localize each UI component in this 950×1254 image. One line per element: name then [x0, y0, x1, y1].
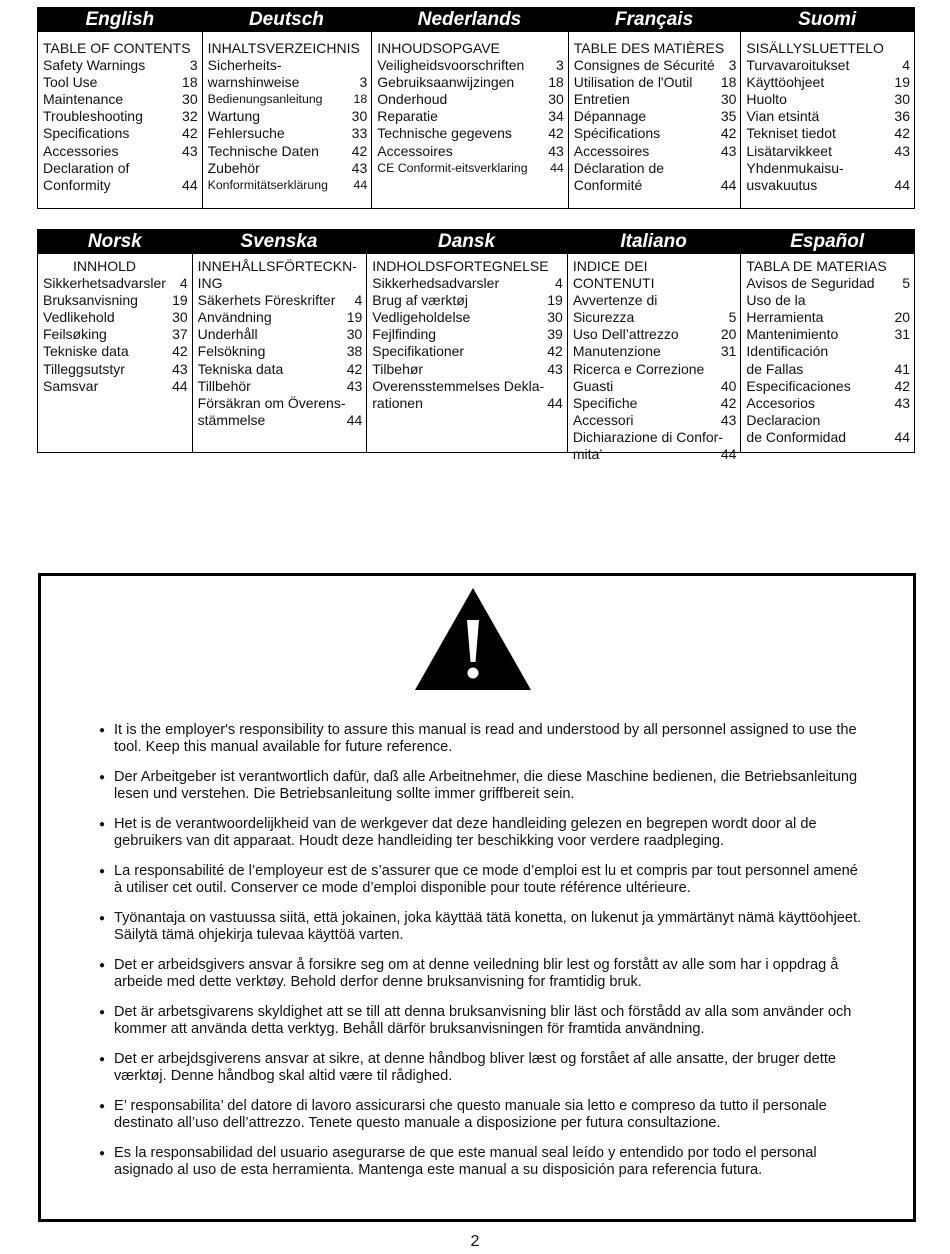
- toc-entry: [43, 91, 198, 108]
- toc-entry-page: 18: [548, 74, 564, 91]
- toc-entry-title: Sikkerhedsadvarsler: [372, 275, 500, 292]
- toc-entry-title: Especificaciones: [746, 377, 851, 394]
- toc-entry-title: INDICE DEI CONTENUTI: [572, 258, 655, 292]
- toc-entry: [208, 57, 368, 74]
- toc-entry-title: Felsökning: [197, 343, 266, 360]
- toc-entry-title: Avvertenze di: [572, 292, 658, 309]
- toc-entry: [43, 160, 198, 177]
- toc-entry: [43, 57, 198, 74]
- toc-column: [568, 32, 741, 208]
- toc-entry-title: Samsvar: [43, 377, 99, 394]
- toc-entry-title: Specifications: [43, 125, 130, 142]
- toc-entry: [573, 292, 737, 309]
- toc-entry-title: Tekniset tiedot: [746, 125, 836, 142]
- toc-column: [740, 32, 914, 208]
- toc-columns: [38, 32, 914, 208]
- toc-entry-page: 19: [172, 292, 188, 309]
- toc-entry-title: Brug af værktøj: [372, 292, 468, 309]
- toc-entry: [377, 143, 564, 160]
- toc-entry-title: SISÄLLYSLUETTELO: [746, 40, 884, 56]
- toc-table-top: [37, 7, 915, 209]
- toc-entry: [43, 143, 198, 160]
- toc-entry-title: Utilisation de l'Outil: [573, 74, 693, 91]
- toc-column: [740, 254, 914, 452]
- warning-bullet: ● Het is de verantwoordelijkheid van de werkgever dat deze handleiding gelezen en begrepen wordt door al de gebruikers van dit apparaat. Houdt deze handleiding ter beschikking voor verdere raadpleging.: [99, 816, 869, 849]
- toc-entry-title: Specifiche: [572, 394, 638, 411]
- toc-entry: [43, 108, 198, 125]
- toc-entry-page: 43: [172, 360, 188, 377]
- toc-entry-page: 39: [547, 326, 563, 343]
- toc-entry: [372, 326, 563, 343]
- warning-bullet: ● Der Arbeitgeber ist verantwortlich dafür, daß alle Arbeitnehmer, die diese Maschine bedienen, die Betriebsanleitung lesen und verstehen. Die Betriebsanleitung sollte immer griffbereit sein.: [99, 769, 869, 802]
- toc-entry-title: Declaration of: [43, 159, 130, 176]
- toc-entry-title: mita’: [572, 446, 603, 463]
- toc-entry-page: 35: [720, 108, 737, 125]
- toc-entry: [574, 160, 737, 177]
- toc-entry: [43, 74, 198, 91]
- toc-entry-page: 44: [182, 176, 198, 193]
- toc-entry: [208, 91, 368, 108]
- language-header-row: [38, 230, 914, 254]
- toc-entry-page: 20: [720, 326, 737, 343]
- toc-entry-page: 43: [894, 394, 911, 411]
- toc-entry: [377, 57, 564, 74]
- toc-entry: [746, 343, 910, 360]
- toc-entry: [208, 40, 368, 57]
- toc-column: [192, 254, 367, 452]
- toc-entry-title: Accessories: [43, 142, 119, 159]
- toc-entry: [574, 91, 737, 108]
- toc-entry-page: 42: [351, 142, 368, 159]
- toc-entry-page: 5: [902, 275, 911, 292]
- toc-entry-page: 42: [548, 125, 564, 142]
- toc-entry: [43, 275, 188, 292]
- warning-bullet: ● E’ responsabilita’ del datore di lavoro assicurarsi che questo manuale sia letto e compreso da tutto il personale destinato all’uso dell’attrezzo. Tenete questo manuale a disposizione per futura consultazione.: [99, 1098, 869, 1131]
- toc-entry-title: Sicherheits-: [207, 57, 282, 74]
- toc-entry: [573, 343, 737, 360]
- toc-entry-page: 31: [720, 343, 737, 360]
- toc-entry-page: 19: [894, 74, 910, 91]
- toc-entry-title: Bruksanvisning: [43, 292, 138, 309]
- toc-entry-title: Avisos de Seguridad: [746, 275, 875, 292]
- toc-entry-title: Accessoires: [573, 142, 650, 159]
- toc-entry-title: Uso de la: [746, 292, 806, 309]
- language-heading: Suomi: [798, 9, 857, 30]
- toc-entry-page: 30: [346, 326, 363, 343]
- toc-entry: [573, 309, 737, 326]
- toc-entry: [377, 108, 564, 125]
- toc-entry-page: 34: [548, 108, 564, 125]
- toc-entry-title: Underhåll: [197, 326, 258, 343]
- toc-entry-page: 42: [182, 125, 198, 142]
- toc-entry: [208, 143, 368, 160]
- toc-entry: [43, 343, 188, 360]
- toc-entry-page: 43: [346, 377, 363, 394]
- toc-entry-page: 43: [182, 142, 198, 159]
- toc-entry-title: Användning: [197, 309, 272, 326]
- toc-entry: [208, 177, 368, 194]
- toc-table-bottom: [37, 229, 915, 463]
- toc-entry: [372, 275, 563, 292]
- toc-entry: [198, 275, 363, 292]
- toc-entry-page: 18: [720, 74, 737, 91]
- toc-entry-page: 43: [894, 142, 910, 159]
- toc-entry-title: CE Conformit-eitsverklaring: [377, 160, 528, 175]
- toc-entry: [372, 292, 563, 309]
- toc-entry: [574, 57, 737, 74]
- warning-bullet: ● Työnantaja on vastuussa siitä, että jokainen, joka käyttää tätä konetta, on lukenut ja ymmärtänyt nämä käyttöohjeet. Säilytä tämä ohjekirja tulevaa käyttöä varten.: [99, 910, 869, 943]
- toc-entry-title: Wartung: [207, 108, 261, 125]
- toc-entry-title: INDHOLDSFORTEGNELSE: [372, 258, 549, 274]
- toc-column: [202, 32, 372, 208]
- toc-entry-title: Troubleshooting: [43, 108, 143, 125]
- toc-entry: [43, 326, 188, 343]
- toc-entry-title: Zubehör: [207, 159, 260, 176]
- toc-entry: [746, 57, 910, 74]
- toc-entry: [208, 125, 368, 142]
- toc-entry-title: Spécifications: [573, 125, 661, 142]
- toc-entry-title: Uso Dell’attrezzo: [572, 326, 679, 343]
- toc-entry-title: Yhdenmukaisu-: [746, 159, 844, 176]
- warning-box: [38, 573, 916, 1222]
- toc-entry: [573, 446, 737, 463]
- toc-entry-title: Bedienungsanleitung: [207, 92, 323, 107]
- toc-entry-title: Försäkran om Överens-: [197, 394, 346, 411]
- toc-entry-title: Feilsøking: [43, 326, 107, 343]
- toc-entry-page: 20: [894, 309, 911, 326]
- toc-entry-page: 30: [547, 309, 563, 326]
- toc-entry-title: Accessori: [572, 411, 634, 428]
- toc-entry-page: 30: [182, 91, 198, 108]
- toc-entry-title: Tilbehør: [372, 360, 424, 377]
- toc-entry: [198, 378, 363, 395]
- toc-entry-page: 18: [353, 92, 368, 107]
- language-heading: Svenska: [240, 231, 318, 252]
- toc-entry: [746, 108, 910, 125]
- toc-entry: [198, 292, 363, 309]
- toc-columns: [38, 254, 914, 463]
- toc-entry-page: 42: [720, 125, 737, 142]
- toc-entry: [573, 258, 737, 292]
- toc-entry-title: Fejlfinding: [372, 326, 437, 343]
- toc-entry-title: Herramienta: [746, 309, 824, 326]
- toc-entry-title: Dichiarazione di Confor-: [572, 428, 723, 445]
- toc-entry-title: Mantenimiento: [746, 326, 839, 343]
- toc-entry: [746, 160, 910, 177]
- toc-entry-page: 30: [720, 91, 737, 108]
- toc-entry: [574, 177, 737, 194]
- toc-entry-page: 5: [728, 309, 737, 326]
- toc-entry-page: 42: [547, 343, 563, 360]
- toc-entry-title: Säkerhets Föreskrifter: [197, 292, 336, 309]
- toc-entry-title: Technische gegevens: [377, 125, 512, 142]
- toc-entry-page: 44: [172, 377, 188, 394]
- warning-bullet: ● La responsabilité de l’employeur est de s’assurer que ce mode d’emploi est lu et compris par tout personnel amené à utiliser cet outil. Conserver ce mode d’emploi disponible pour toute référence ultérieure.: [99, 863, 869, 896]
- toc-entry: [198, 395, 363, 412]
- toc-entry-page: 3: [189, 57, 198, 74]
- toc-entry-title: Declaracion: [746, 411, 821, 428]
- toc-entry: [43, 361, 188, 378]
- toc-entry: [372, 343, 563, 360]
- toc-entry: [574, 74, 737, 91]
- toc-entry-title: Tool Use: [43, 74, 98, 91]
- toc-entry: [377, 125, 564, 142]
- language-heading: Norsk: [87, 231, 142, 252]
- toc-entry: [746, 258, 910, 275]
- toc-entry: [43, 309, 188, 326]
- toc-entry-page: 33: [351, 125, 368, 142]
- toc-entry-page: 43: [720, 142, 737, 159]
- toc-entry-page: 44: [894, 428, 911, 445]
- toc-entry: [377, 91, 564, 108]
- toc-entry: [574, 143, 737, 160]
- toc-entry: [746, 326, 910, 343]
- toc-entry-page: 43: [547, 360, 563, 377]
- toc-entry: [198, 326, 363, 343]
- toc-entry-title: de Conformidad: [746, 428, 847, 445]
- toc-entry-title: Vian etsintä: [746, 108, 820, 125]
- toc-entry-title: Fehlersuche: [207, 125, 285, 142]
- toc-entry: [746, 429, 910, 446]
- language-heading: Deutsch: [248, 9, 324, 30]
- toc-column: [38, 32, 202, 208]
- toc-entry: [372, 258, 563, 275]
- toc-entry-title: Tekniske data: [43, 343, 129, 360]
- toc-entry: [746, 309, 910, 326]
- warning-bullet: ● Det er arbeidsgivers ansvar å forsikre seg om at denne veiledning blir lest og forstått av alle som har i oppdrag å arbeide med dette verktøy. Behold derfor denne bruksanvisning for framtidig bruk.: [99, 957, 869, 990]
- toc-entry: [746, 275, 910, 292]
- toc-entry-page: 42: [346, 360, 363, 377]
- page-number: 2: [470, 1233, 480, 1250]
- language-heading: Italiano: [620, 231, 687, 252]
- toc-entry-title: Consignes de Sécurité: [573, 57, 715, 74]
- toc-entry-page: 4: [179, 275, 188, 292]
- toc-entry-title: TABLA DE MATERIAS: [746, 258, 887, 274]
- toc-entry-title: Gebruiksaanwijzingen: [377, 74, 515, 91]
- toc-entry-page: 44: [720, 446, 737, 463]
- toc-entry-title: Tilleggsutstyr: [43, 360, 125, 377]
- toc-entry-page: 42: [894, 125, 910, 142]
- toc-entry: [208, 108, 368, 125]
- toc-entry: [574, 40, 737, 57]
- toc-entry-title: Turvavaroitukset: [746, 57, 850, 74]
- toc-entry-page: 43: [351, 159, 368, 176]
- language-heading: Español: [790, 231, 865, 252]
- language-heading: English: [85, 9, 155, 30]
- toc-entry-title: Overensstemmelses Dekla-: [372, 377, 545, 394]
- toc-entry: [746, 412, 910, 429]
- toc-entry: [372, 361, 563, 378]
- toc-entry-title: Tillbehör: [197, 377, 251, 394]
- toc-entry-page: 44: [550, 160, 564, 175]
- toc-entry-title: stämmelse: [197, 411, 266, 428]
- toc-entry: [573, 361, 737, 378]
- language-header-row: [38, 8, 914, 32]
- toc-entry-page: 38: [346, 343, 363, 360]
- toc-entry-page: 37: [172, 326, 188, 343]
- toc-entry-page: 44: [894, 176, 910, 193]
- toc-entry-page: 3: [359, 74, 368, 91]
- toc-entry-title: Käyttöohjeet: [746, 74, 825, 91]
- toc-entry-page: 44: [547, 394, 563, 411]
- toc-entry-page: 19: [346, 309, 363, 326]
- toc-entry-page: 30: [894, 91, 910, 108]
- toc-entry-page: 44: [346, 411, 363, 428]
- toc-entry-page: 31: [894, 326, 911, 343]
- toc-entry-title: Lisätarvikkeet: [746, 142, 832, 159]
- toc-entry-title: Sikkerhetsadvarsler: [43, 275, 166, 292]
- toc-entry: [43, 292, 188, 309]
- toc-entry: [198, 309, 363, 326]
- toc-entry: [198, 343, 363, 360]
- toc-entry-title: INHOUDSOPGAVE: [377, 40, 500, 56]
- toc-entry: [377, 40, 564, 57]
- toc-entry-page: 30: [351, 108, 368, 125]
- toc-entry: [574, 108, 737, 125]
- toc-entry: [573, 412, 737, 429]
- toc-entry: [573, 378, 737, 395]
- toc-entry-title: warnshinweise: [207, 74, 300, 91]
- toc-entry: [746, 292, 910, 309]
- warning-bullet: ● Det er arbejdsgiverens ansvar at sikre, at denne håndbog bliver læst og forstået af alle ansatte, der bruger dette værktøj. Denne håndbog skal altid være til rådighed.: [99, 1051, 869, 1084]
- toc-entry: [43, 258, 188, 275]
- toc-entry: [208, 74, 368, 91]
- toc-entry: [372, 395, 563, 412]
- toc-entry: [746, 74, 910, 91]
- toc-column: [567, 254, 741, 463]
- toc-entry-page: 43: [548, 142, 564, 159]
- toc-entry-page: 32: [182, 108, 198, 125]
- toc-entry: [372, 309, 563, 326]
- toc-entry: [198, 361, 363, 378]
- toc-column: [38, 254, 192, 452]
- toc-entry-title: TABLE DES MATIÈRES: [573, 40, 725, 56]
- toc-entry-title: Safety Warnings: [43, 57, 146, 74]
- toc-entry: [372, 378, 563, 395]
- toc-entry: [43, 125, 198, 142]
- toc-entry: [43, 177, 198, 194]
- warning-bullet: ● It is the employer's responsibility to assure this manual is read and understood by all personnel assigned to use the tool. Keep this manual available for future reference.: [99, 722, 869, 755]
- toc-entry-title: Conformity: [43, 176, 111, 193]
- toc-entry-title: ING: [197, 275, 223, 292]
- toc-entry-title: Reparatie: [377, 108, 438, 125]
- toc-entry-title: Entretien: [573, 91, 630, 108]
- toc-entry-page: 3: [728, 57, 737, 74]
- toc-entry-title: INNEHÅLLSFÖRTECKN-: [197, 258, 357, 274]
- toc-entry: [574, 125, 737, 142]
- toc-entry: [208, 160, 368, 177]
- toc-entry: [377, 74, 564, 91]
- toc-entry: [573, 326, 737, 343]
- toc-entry: [746, 91, 910, 108]
- language-heading: Dansk: [438, 231, 496, 252]
- toc-entry: [573, 429, 737, 446]
- toc-entry-page: 41: [894, 360, 911, 377]
- toc-entry-page: 30: [548, 91, 564, 108]
- toc-entry: [746, 378, 910, 395]
- toc-entry: [43, 378, 188, 395]
- toc-entry-page: 43: [720, 411, 737, 428]
- toc-entry-title: Dépannage: [573, 108, 647, 125]
- toc-entry-title: usvakuutus: [746, 176, 818, 193]
- toc-entry-title: Accessoires: [377, 142, 453, 159]
- toc-entry: [198, 258, 363, 275]
- toc-entry-title: Specifikationer: [372, 343, 465, 360]
- toc-entry-page: 18: [182, 74, 198, 91]
- toc-entry-title: Conformité: [573, 176, 643, 193]
- toc-entry-title: TABLE OF CONTENTS: [43, 40, 191, 56]
- toc-entry-title: Vedligeholdelse: [372, 309, 471, 326]
- toc-entry-title: de Fallas: [746, 360, 804, 377]
- toc-entry: [746, 143, 910, 160]
- toc-column: [371, 32, 568, 208]
- toc-entry-page: 19: [547, 292, 563, 309]
- toc-entry-title: Veiligheidsvoorschriften: [377, 57, 525, 74]
- toc-entry: [43, 40, 198, 57]
- warning-triangle-icon: [413, 586, 533, 692]
- toc-column: [366, 254, 567, 452]
- toc-entry: [573, 395, 737, 412]
- toc-entry-page: 40: [720, 377, 737, 394]
- toc-entry-page: 44: [720, 176, 737, 193]
- toc-entry-page: 42: [894, 377, 911, 394]
- toc-entry-title: Konformitätserklärung: [207, 177, 328, 192]
- toc-entry-title: Guasti: [572, 377, 614, 394]
- toc-entry: [746, 361, 910, 378]
- toc-entry-page: 4: [354, 292, 363, 309]
- warning-bullet-list: [99, 722, 869, 1192]
- toc-entry-title: Vedlikehold: [43, 309, 115, 326]
- toc-entry-title: rationen: [372, 394, 423, 411]
- toc-entry-title: Technische Daten: [207, 142, 319, 159]
- toc-entry-page: 4: [555, 275, 563, 292]
- toc-entry-page: 30: [172, 309, 188, 326]
- toc-entry-title: Manutenzione: [572, 343, 661, 360]
- toc-entry-title: INNHOLD: [73, 258, 137, 274]
- toc-entry-page: 36: [894, 108, 910, 125]
- language-heading: Nederlands: [417, 9, 522, 30]
- toc-entry: [746, 177, 910, 194]
- toc-entry-title: INHALTSVERZEICHNIS: [207, 40, 360, 56]
- toc-entry-page: 44: [353, 177, 368, 192]
- toc-entry: [198, 412, 363, 429]
- warning-bullet: ● Det är arbetsgivarens skyldighet att se till att denna bruksanvisning blir läst och förstådd av alla som använder och kommer att använda detta verktyg. Behåll därför bruksanvisningen för framtida användning.: [99, 1004, 869, 1037]
- toc-entry-title: Accesorios: [746, 394, 815, 411]
- toc-entry-title: Huolto: [746, 91, 787, 108]
- warning-bullet: ● Es la responsabilidad del usuario asegurarse de que este manual seal leído y entendido por todo el personal asignado al uso de esta herramienta. Mantenga este manual a su disposición para referencia futura.: [99, 1145, 869, 1178]
- toc-entry: [377, 160, 564, 177]
- toc-entry-page: 42: [172, 343, 188, 360]
- toc-entry-title: Déclaration de: [573, 159, 665, 176]
- toc-entry: [746, 395, 910, 412]
- toc-entry-title: Sicurezza: [572, 309, 635, 326]
- language-heading: Français: [615, 9, 694, 30]
- toc-entry-title: Ricerca e Correzione: [572, 360, 705, 377]
- toc-entry-page: 4: [902, 57, 910, 74]
- toc-entry-page: 42: [720, 394, 737, 411]
- toc-entry-page: 3: [555, 57, 564, 74]
- toc-entry-title: Tekniska data: [197, 360, 284, 377]
- toc-entry-title: Onderhoud: [377, 91, 448, 108]
- toc-entry: [746, 125, 910, 142]
- toc-entry: [746, 40, 910, 57]
- toc-entry-title: Maintenance: [43, 91, 124, 108]
- toc-entry-title: Identificación: [746, 343, 829, 360]
